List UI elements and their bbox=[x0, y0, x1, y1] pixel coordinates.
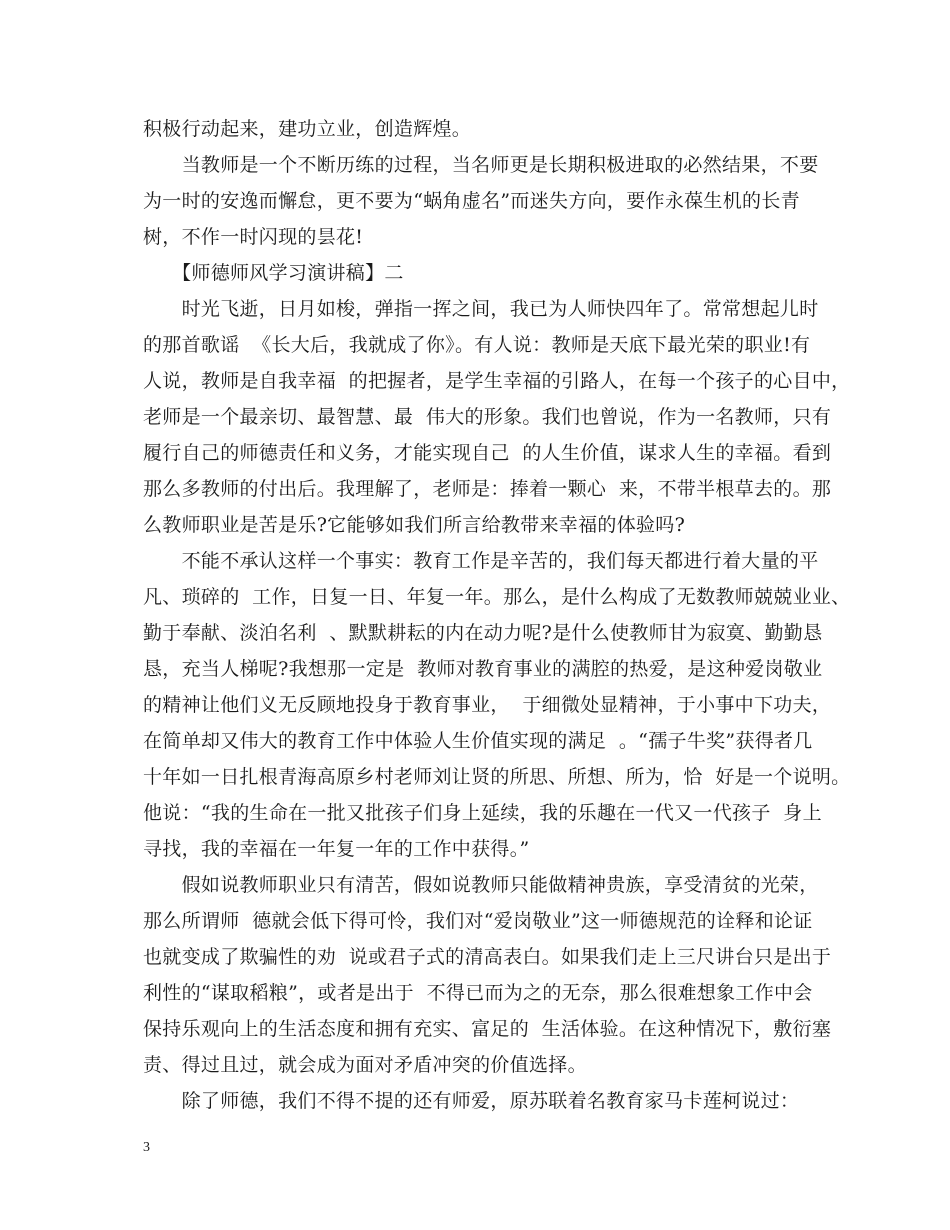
text-line: 他说：“我的生命在一批又批孩子们身上延续，我的乐趣在一代又一代孩子 身上 bbox=[143, 802, 822, 824]
text-line: 人说，教师是自我幸福 的把握者，是学生幸福的引路人，在每一个孩子的心目中， bbox=[143, 370, 851, 392]
text-line: 勤于奉献、淡泊名利 、默默耕耘的内在动力呢?是什么使教师甘为寂寞、勤勤恳 bbox=[143, 622, 823, 644]
text-line: 当教师是一个不断历练的过程，当名师更是长期积极进取的必然结果，不要 bbox=[143, 154, 819, 176]
text-line: 那么多教师的付出后。我理解了，老师是：捧着一颗心 来，不带半根草去的。那 bbox=[143, 478, 832, 500]
text-line: 那么所谓师 德就会低下得可怜，我们对“爱岗敬业”这一师德规范的诠释和论证 bbox=[143, 910, 813, 932]
text-line: 履行自己的师德责任和义务，才能实现自己 的人生价值，谋求人生的幸福。看到 bbox=[143, 442, 832, 464]
text-line: 的精神让他们义无反顾地投身于教育事业， 于细微处显精神，于小事中下功夫， bbox=[143, 694, 832, 716]
text-line: 树，不作一时闪现的昙花! bbox=[143, 226, 364, 248]
text-line: 老师是一个最亲切、最智慧、最 伟大的形象。我们也曾说，作为一名教师，只有 bbox=[143, 406, 832, 428]
text-line: 不能不承认这样一个事实：教育工作是辛苦的，我们每天都进行着大量的平 bbox=[143, 550, 819, 572]
text-line: 在简单却又伟大的教育工作中体验人生价值实现的满足 。“孺子牛奖”获得者几 bbox=[143, 730, 813, 752]
text-line: 十年如一日扎根青海高原乡村老师刘让贤的所思、所想、所为，恰 好是一个说明。 bbox=[143, 766, 851, 788]
text-line: 凡、琐碎的 工作，日复一日、年复一年。那么，是什么构成了无数教师兢兢业业、 bbox=[143, 586, 851, 608]
page-number: 3 bbox=[143, 1140, 150, 1155]
text-line: 假如说教师职业只有清苦，假如说教师只能做精神贵族，享受清贫的光荣， bbox=[143, 874, 819, 896]
text-line: 利性的“谋取稻粮”，或者是出于 不得已而为之的无奈，那么很难想象工作中会 bbox=[143, 982, 813, 1004]
text-line: 时光飞逝，日月如梭，弹指一挥之间，我已为人师快四年了。常常想起儿时 bbox=[143, 298, 819, 320]
text-line: 么教师职业是苦是乐?它能够如我们所言给教带来幸福的体验吗? bbox=[143, 514, 686, 536]
text-line: 保持乐观向上的生活态度和拥有充实、富足的 生活体验。在这种情况下，敷衍塞 bbox=[143, 1018, 832, 1040]
text-line: 也就变成了欺骗性的劝 说或君子式的清高表白。如果我们走上三尺讲台只是出于 bbox=[143, 946, 832, 968]
text-line: 为一时的安逸而懈怠，更不要为“蜗角虚名”而迷失方向，要作永葆生机的长青 bbox=[143, 190, 800, 212]
text-line: 寻找，我的幸福在一年复一年的工作中获得。” bbox=[143, 838, 530, 860]
text-line: 责、得过且过，就会成为面对矛盾冲突的价值选择。 bbox=[143, 1054, 587, 1076]
text-line: 的那首歌谣 《长大后，我就成了你》。有人说：教师是天底下最光荣的职业!有 bbox=[143, 334, 811, 356]
section-heading: 【师德师风学习演讲稿】二 bbox=[143, 262, 404, 284]
text-line: 除了师德，我们不得不提的还有师爱，原苏联着名教育家马卡莲柯说过： bbox=[143, 1090, 800, 1112]
text-line: 恳，充当人梯呢?我想那一定是 教师对教育事业的满腔的热爱，是这种爱岗敬业 bbox=[143, 658, 823, 680]
text-line: 积极行动起来，建功立业，创造辉煌。 bbox=[143, 118, 472, 140]
